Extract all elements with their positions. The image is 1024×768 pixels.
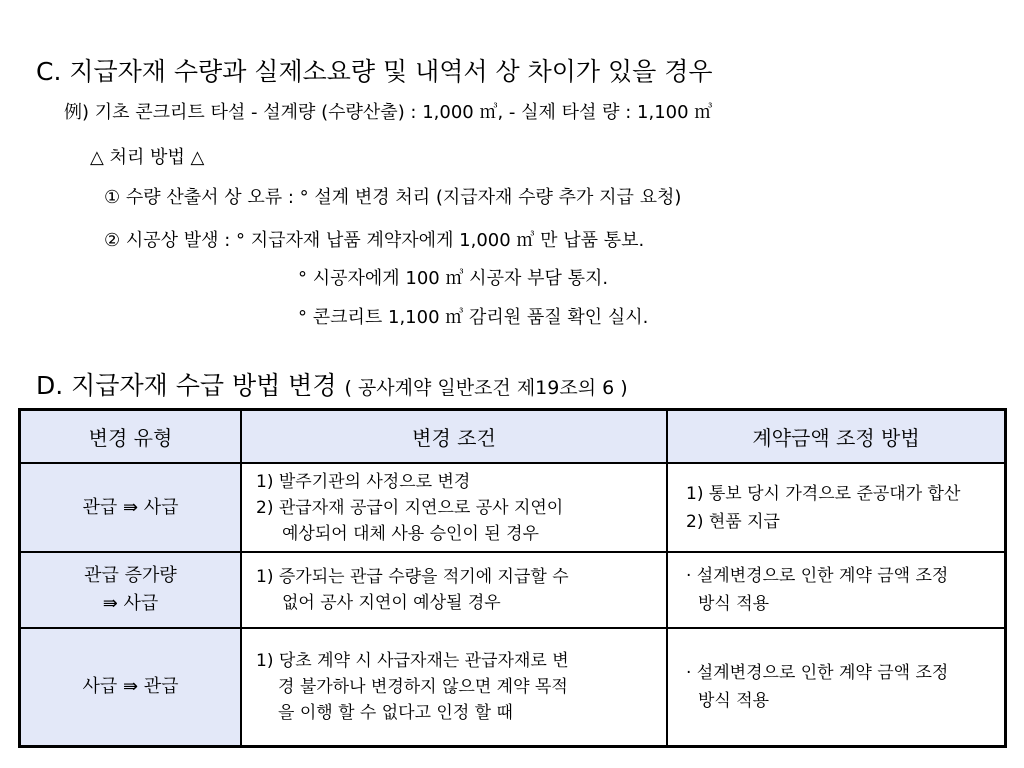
method-cell [667,552,1006,628]
type-line: ⇛ 사급 [102,593,159,614]
type-cell [20,463,242,552]
example-line: 例) 기초 콘크리트 타설 - 설계량 (수량산출) : 1,000 ㎥, - 실제 타설 량 : 1,100 ㎥ [64,102,713,123]
section-d-heading [36,366,628,402]
type-line: 사급 ⇛ 관급 [82,675,179,697]
method-cell [667,628,1006,746]
condition-line: 1) 발주기관의 사정으로 변경 [256,471,471,492]
type-line: 관급 증가량 [84,565,177,586]
header-change-type: 변경 유형 [20,410,242,464]
method-item-2-sub-2: ° 콘크리트 1,100 ㎥ 감리원 품질 확인 실시. [298,307,649,328]
type-cell [20,628,242,746]
change-type-table [18,408,1007,748]
condition-line: 1) 당초 계약 시 사급자재는 관급자재로 변 [256,650,569,671]
section-c-title: C. 지급자재 수량과 실제소요량 및 내역서 상 차이가 있을 경우 [36,57,713,86]
method-item-2-sub-1: ° 시공자에게 100 ㎥ 시공자 부담 통지. [298,268,609,289]
header-change-condition: 변경 조건 [241,410,667,464]
table-row [20,628,1006,746]
condition-line: 예상되어 대체 사용 승인이 된 경우 [282,523,539,544]
header-adjustment-method: 계약금액 조정 방법 [667,410,1006,464]
table-row [20,463,1006,552]
method-cell [667,463,1006,552]
section-d-title: D. 지급자재 수급 방법 변경 [36,371,337,400]
condition-line: 1) 증가되는 관급 수량을 적기에 지급할 수 [256,567,569,587]
condition-cell [241,628,667,746]
section-d-subtitle: ( 공사계약 일반조건 제19조의 6 ) [344,377,628,399]
method-line: · 설계변경으로 인한 계약 금액 조정 [686,566,949,586]
method-line: · 설계변경으로 인한 계약 금액 조정 [686,662,949,683]
condition-line: 없어 공사 지연이 예상될 경우 [282,593,501,613]
method-title: △ 처리 방법 △ [90,147,205,168]
condition-cell [241,463,667,552]
method-line: 방식 적용 [698,690,770,711]
condition-line: 경 불가하나 변경하지 않으면 계약 목적 [278,676,568,697]
method-line: 2) 현품 지급 [686,511,780,532]
condition-line: 2) 관급자재 공급이 지연으로 공사 지연이 [256,497,564,518]
condition-cell [241,552,667,628]
method-line: 1) 통보 당시 가격으로 준공대가 합산 [686,483,961,504]
method-item-2: ② 시공상 발생 : ° 지급자재 납품 계약자에게 1,000 ㎥ 만 납품 통보. [104,230,645,251]
condition-line: 을 이행 할 수 없다고 인정 할 때 [278,702,513,723]
type-cell [20,552,242,628]
table-header-row [20,410,1006,464]
method-item-1: ① 수량 산출서 상 오류 : ° 설계 변경 처리 (지급자재 수량 추가 지급 요청) [104,187,682,208]
method-line: 방식 적용 [698,594,770,614]
type-line: 관급 ⇛ 사급 [82,496,179,518]
table-row [20,552,1006,628]
